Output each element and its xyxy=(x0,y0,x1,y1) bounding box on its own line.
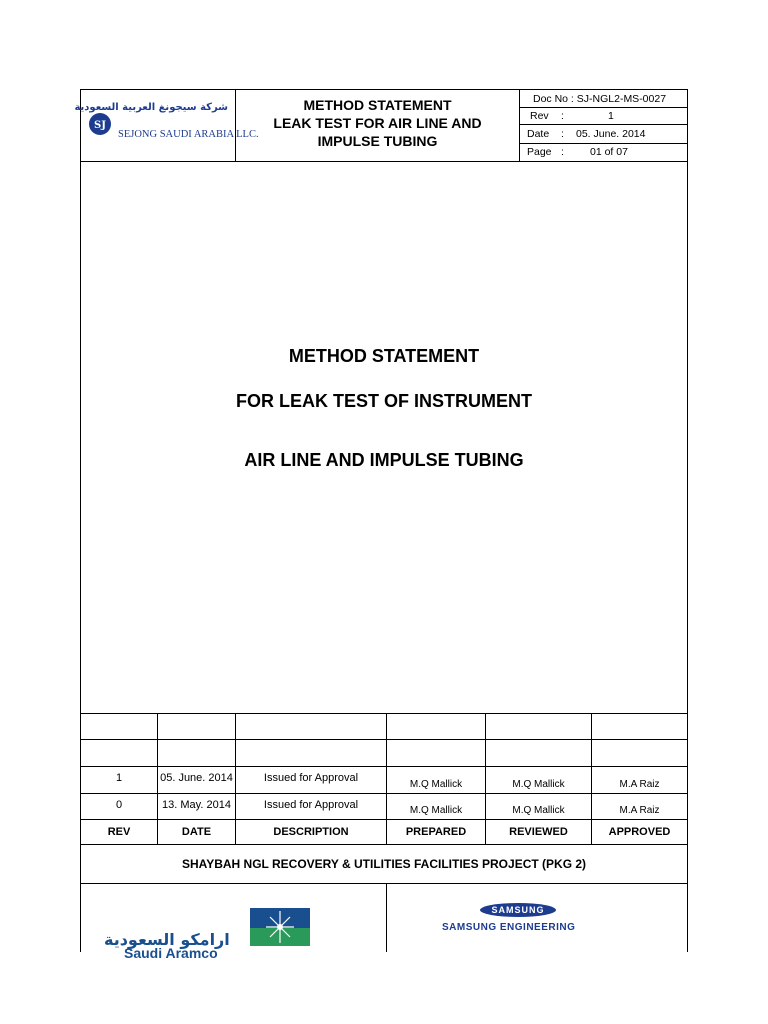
table-row-1-reviewed: M.Q Mallick xyxy=(512,778,565,790)
table-row-0-rev: 0 xyxy=(115,799,123,811)
main-title-line3: AIR LINE AND IMPULSE TUBING xyxy=(244,449,524,470)
samsung-badge-text: SAMSUNG xyxy=(491,905,545,915)
samsung-engineering-text: SAMSUNG ENGINEERING xyxy=(442,922,576,933)
saudi-aramco-logo xyxy=(86,896,326,960)
table-header-rev: REV xyxy=(107,826,131,838)
doc-number: Doc No : SJ-NGL2-MS-0027 xyxy=(533,92,667,105)
table-row-0-date: 13. May. 2014 xyxy=(162,799,231,811)
rev-value: 1 xyxy=(608,109,614,122)
company-arabic-name: شركة سيجونغ العربية السعودية xyxy=(74,102,228,113)
table-header-approved: APPROVED xyxy=(608,826,671,838)
samsung-badge xyxy=(480,903,556,917)
aramco-english-name: Saudi Aramco xyxy=(124,945,218,961)
header-title-line2: LEAK TEST FOR AIR LINE AND xyxy=(273,115,482,131)
page-label: Page xyxy=(527,146,552,158)
header-title-line1: METHOD STATEMENT xyxy=(303,97,452,113)
aramco-star-emblem-icon xyxy=(250,908,310,946)
date-label: Date xyxy=(527,127,550,140)
table-header-description: DESCRIPTION xyxy=(273,826,349,838)
sejong-emblem-icon xyxy=(88,112,112,136)
page-sep: : xyxy=(561,146,564,158)
company-logo xyxy=(74,96,259,156)
project-title: SHAYBAH NGL RECOVERY & UTILITIES FACILITIES PROJECT (PKG 2) xyxy=(181,857,587,871)
rev-sep: : xyxy=(561,109,564,122)
table-row-1-description: Issued for Approval xyxy=(263,772,359,784)
header-title xyxy=(236,96,519,150)
table-row-0-prepared: M.Q Mallick xyxy=(409,804,463,816)
company-english-name: SEJONG SAUDI ARABIA LLC. xyxy=(118,129,259,140)
page-value: 01 of 07 xyxy=(590,146,628,158)
svg-text:SJ: SJ xyxy=(94,120,106,131)
table-row-1-rev: 1 xyxy=(115,772,123,784)
table-row-1-date: 05. June. 2014 xyxy=(160,772,233,784)
main-title-line1: METHOD STATEMENT xyxy=(288,345,480,366)
table-row-0-description: Issued for Approval xyxy=(263,799,359,811)
table-row-1-prepared: M.Q Mallick xyxy=(409,778,463,790)
table-header-date: DATE xyxy=(181,826,212,838)
date-value: 05. June. 2014 xyxy=(576,127,646,140)
table-header-reviewed: REVIEWED xyxy=(509,826,568,838)
samsung-engineering-logo xyxy=(400,898,680,938)
table-header-prepared: PREPARED xyxy=(405,826,467,838)
aramco-arabic-name: ارامكو السعودية xyxy=(104,930,230,949)
main-title-line2: FOR LEAK TEST OF INSTRUMENT xyxy=(236,390,532,411)
table-row-0-reviewed: M.Q Mallick xyxy=(512,804,565,816)
table-row-1-approved: M.A Raiz xyxy=(619,778,660,790)
table-row-0-approved: M.A Raiz xyxy=(619,804,660,816)
date-sep: : xyxy=(561,127,564,140)
rev-label: Rev xyxy=(530,109,549,122)
header-title-line3: IMPULSE TUBING xyxy=(317,133,438,149)
